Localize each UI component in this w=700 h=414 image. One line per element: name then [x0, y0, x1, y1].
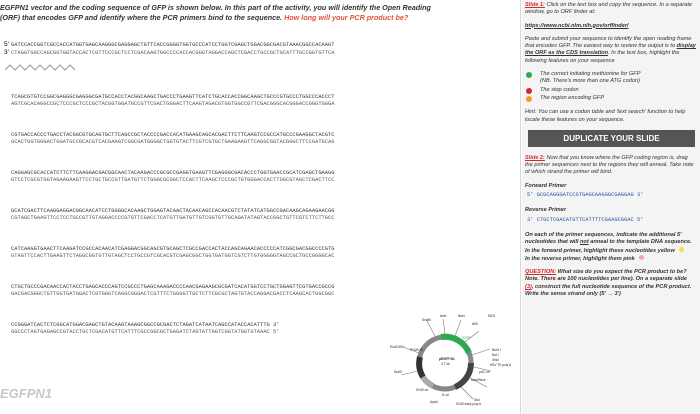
sequence-bottom-strand: GGCCCTAGTGAGAGCCGTACCTGCTCGACATGTTCATTTCGCCGGCGCTGAGATCTAGTATTAGTCGGTATGGTGTAAAC 5' [11, 329, 280, 335]
sequence-top-strand: CTGCTGCCCGACAACCACTACCTGAGCACCCAGTCCGCCCTGAGCAAAGACCCCAACGAGAAGCGCGATCACATGGTCCTGCTGGAGTTCGTGACCGCCG [11, 284, 335, 290]
sequence-bottom-strand: AGTCGCACAGGCCGCTCCCGCTCCCGCTACGGTGGATGCCGTTCGACTGGGACTTCAAGTAGACGTGGTGGCCGTTCGACGGGCACGGGACCGGGTGGGA [11, 101, 335, 107]
map-label-eco0109i: Eco0109 I [390, 345, 405, 349]
green-dot-icon [526, 72, 532, 78]
slide-3-ref: (3) [525, 283, 532, 290]
primer-note-not: not [580, 239, 589, 246]
slide1-label: Slide 1: [525, 2, 545, 8]
sequence-top-strand: CAGGAGCGCACCATCTTCTTCAAGGACGACGGCAACTACAAGACCCGCGCCGAGGTGAAGTTCGAGGGCGACACCCTGGTGAACCGCATCGAGCTGAAGG [11, 170, 335, 176]
slide1-instructions [525, 2, 696, 17]
slide2-instructions [525, 155, 696, 177]
cmv-segment [419, 357, 423, 377]
map-label-stui: StuI [474, 398, 480, 402]
legend-start-text: The correct initiating methionine for GFP [540, 71, 641, 78]
orf-finder-url[interactable] [525, 23, 696, 30]
map-label-egfp: EGFP [462, 336, 471, 340]
map-label-hsv-tk: HSV TK poly A [490, 363, 512, 367]
map-label-mcs: MCS [488, 314, 496, 318]
legend-start-note: (NB. There's more than one ATG codon) [540, 78, 640, 85]
question-text: What size do you expect the PCR product to be? Note. There are 100 nucleotides per line). On a separate slide [525, 269, 687, 283]
sequence-bottom-strand: 3' CTAGGTGGCCAGCGGTGGTACCACTCGTTCCCGCTCCTCGACAAGTGGCCCCACCACGGGTAGGACCAGCTCGACCTGCCGCTGCATTTGCCGGTGTTCA [4, 49, 335, 56]
activity-instructions [0, 3, 512, 23]
sequence-top-strand: GCATCGACTTCAAGGAGGACGGCAACATCCTGGGGCACAAGCTGGAGTACAACTACAACAGCCACAACGTCTATATCATGGCCGACAAGCAGAAGAACGG [11, 208, 335, 214]
pink-dot-icon [639, 255, 644, 260]
question-label: QUESTION: [525, 269, 557, 276]
instructions-panel [522, 0, 700, 414]
sequence-bottom-strand: GCACTGGTGGGACTGGATGCCGCACGTCACGAAGTCGGCGATGGGGCTGGTGTACTTCGTCGTGCTGAAGAAGTTCAGGCGGTACGGGCTTCCGATGCAG [11, 139, 335, 145]
legend-item-gfp-region [525, 95, 696, 102]
legend-stop-text: The stop codon [540, 86, 579, 93]
map-label-draiii: DraIII [394, 370, 402, 374]
legend-region-text: The region encoding GFP [540, 94, 605, 101]
reverse-primer-label: Reverse Primer [525, 207, 567, 214]
primer-note-forward: anneal to the template DNA sequence. In the forward primer, highlight these nucleotides yellow [525, 239, 692, 254]
sequence-top-strand: CATCAAGGTGAACTTCAAGATCCGCCACAACATCGAGGACGGCAGCGTGCAGCTCGCCGACCACTACCAGCAGAACACCCCCATCGGCGACGGCCCCGTG [11, 246, 335, 252]
primer-note-text: On each of the primer sequences, indicate the additional 5' nucleotides that will [525, 231, 682, 246]
sequence-bottom-strand: CGTAGCTGAAGTTCCTCCTGCCGTTGTAGGACCCCGTGTTCGACCTCATGTTGATGTTGTCGGTGTTGCAGATATAGTACCGGCTGTTCGTCTTCTTGCC [11, 215, 335, 221]
sequence-block-6[interactable] [4, 246, 516, 260]
orange-dot-icon [526, 96, 532, 102]
instructions-line-2 [0, 13, 512, 23]
sequence-block-2[interactable] [4, 94, 516, 108]
primer-note-reverse: In the reverse primer, highlight them pink [525, 255, 635, 262]
sequence-block-7[interactable] [4, 284, 516, 298]
map-label-bsrgi: BsrG I [492, 348, 502, 352]
sequence-block-3[interactable] [4, 132, 516, 146]
orf-instructions-text: Paste and submit your sequence to identify the open reading frame that encodes GFP. The easiest way to review the output is to [525, 35, 692, 50]
map-label-noti: Not I [492, 353, 499, 357]
cds-translation-link-text: display the ORF as the CDS translation [525, 43, 696, 57]
map-label-f1-ori: f1 ori [442, 393, 450, 397]
question-text-tail: , construct the full nucleotide sequence of the PCR product. Write the sense strand only (5' → 3') [525, 283, 692, 298]
pegfp-n1-vector-map [370, 303, 515, 409]
sequence-bottom-strand: GTCCTCGCGTGGTAGAAGAAGTTCCTGCTGCCGTTGATGTTCTGGGCGCGGCTCCACTTCAAGCTCCCGCTGTGGGACCACTTGGCGTAGCTCGACTTCC [11, 177, 335, 183]
pcr-size-question [525, 269, 696, 298]
vector-map-size: 4.7 kb [441, 362, 450, 366]
map-label-sv40-polya: SV40 early poly A [456, 402, 482, 406]
sequence-block-5[interactable] [4, 208, 516, 222]
zigzag-decoration [5, 64, 80, 72]
orf-finder-link[interactable]: https://www.ncbi.nlm.nih.gov/orffinder/ [525, 22, 629, 29]
vector-map-name: pEGFP-N1 [439, 357, 455, 361]
map-label-asei: AseI [440, 314, 447, 318]
map-label-puc-ori: pUC ori [479, 370, 490, 374]
duplicate-slide-button[interactable]: DUPLICATE YOUR SLIDE [528, 130, 695, 147]
sequence-bottom-strand: GACGACGGGCTGTTGGTGATGGACTCGTGGGTCAGGCGGGACTCGTTTCTGGGGTTGCTCTTCGCGCTAGTGTACCAGGACGACCTCAAGCACTGGCGGC [11, 291, 335, 297]
sequence-bottom-strand: GTAGTTCCACTTGAAGTTCTAGGCGGTGTTGTAGCTCCTGCCGTCGCACGTCGAGCGGCTGGTGATGGTCGTCTTGTGGGGGTAGCCGCTGCCGGGGCAC [11, 253, 335, 259]
sequence-top-strand: 5' GATCCACCGGTCGCCACCATGGTGAGCAAGGGCGAGGAGCTGTTCACCGGGGTGGTGCCCATCCTGGTCGAGCTGGACGGCGACGTAAACGGCCACAAGT [4, 41, 335, 48]
map-label-ndei: NdeI [458, 314, 465, 318]
slide2-text: Now that you know where the GFP coding region is, drag the primer sequences next to the regions they will anneal. Take note of which strand the primer will bind. [525, 154, 694, 176]
sequence-top-strand: TCAGCGTGTCCGGCGAGGGCGAGGGCGATGCCACCTACGGCAAGCTGACCCTGAAGTTCATCTGCACCACCGGCAAGCTGCCCGTGCCCTGGCCCACCCT [11, 94, 335, 100]
map-label-snabi: SnaBI [422, 318, 431, 322]
forward-primer-sequence[interactable]: 5' GCGCAGGGATCCGTGAGCAAGGGCGAGGAG 3' [527, 192, 644, 199]
sequence-top-strand: CGTGACCACCCTGACCTACGGCGTGCAGTGCTTCAGCCGCTACCCCGACCACATGAAGCAGCACGACTTCTTCAAGTCCGCCATGCCCGAAGGCTACGTC [11, 132, 335, 138]
slide1-text: Click on the text box and copy the sequence. In a separate window, go to ORF finder at: [525, 2, 692, 16]
yellow-dot-icon [679, 247, 684, 252]
pcr-length-question: How long will your PCR product be? [284, 13, 409, 22]
slide2-label: Slide 2: [525, 154, 545, 161]
primer-annotation-instructions [525, 232, 696, 263]
instructions-line-2-text: (ORF) that encodes GFP and identify where the PCR primers bind to the sequence. [0, 13, 283, 22]
hint-text: Hint: You can use a codon table and 'text search' function to help locate these features on your sequence. [525, 109, 686, 123]
map-label-kanr: Kanr/Neor [471, 378, 486, 382]
legend-item-stop-codon [525, 87, 696, 94]
sequence-top-strand: CCGGGATCACTCTCGGCATGGACGAGCTGTACAAGTAAAGCGGCCGCGACTCTAGATCATAATCAGCCATACCACATTTG 3' [11, 322, 280, 328]
forward-primer-label: Forward Primer [525, 182, 567, 189]
map-label-apali: ApaLI [430, 400, 439, 404]
red-dot-icon [526, 88, 532, 94]
egfpn1-watermark: EGFPN1 [0, 386, 53, 401]
map-label-xbai: XbaI [492, 358, 499, 362]
orf-instructions [525, 36, 696, 65]
sequence-block-1[interactable] [4, 41, 516, 57]
legend-item-start-codon [525, 71, 696, 86]
ori-segment [423, 377, 433, 386]
reverse-primer-sequence[interactable]: 3' CTGCTCGACATGTTCATTTTCGAAGCGGAC 5' [527, 216, 644, 223]
kan-segment [455, 363, 471, 387]
feature-legend [525, 71, 696, 102]
orf-instructions-tail: . In the text box, highlight the following features on your sequence [525, 50, 680, 64]
panel-divider [520, 0, 521, 414]
map-label-sv40-ori: SV40 ori [416, 388, 429, 392]
map-label-pcmv: PCMV IE [410, 348, 424, 352]
instructions-line-1: EGFPN1 vector and the coding sequence of GFP is shown below. In this part of the activity, you will identify the Open Reading [0, 3, 431, 12]
sequence-block-4[interactable] [4, 170, 516, 184]
map-label-aflii: AflII [472, 322, 478, 326]
